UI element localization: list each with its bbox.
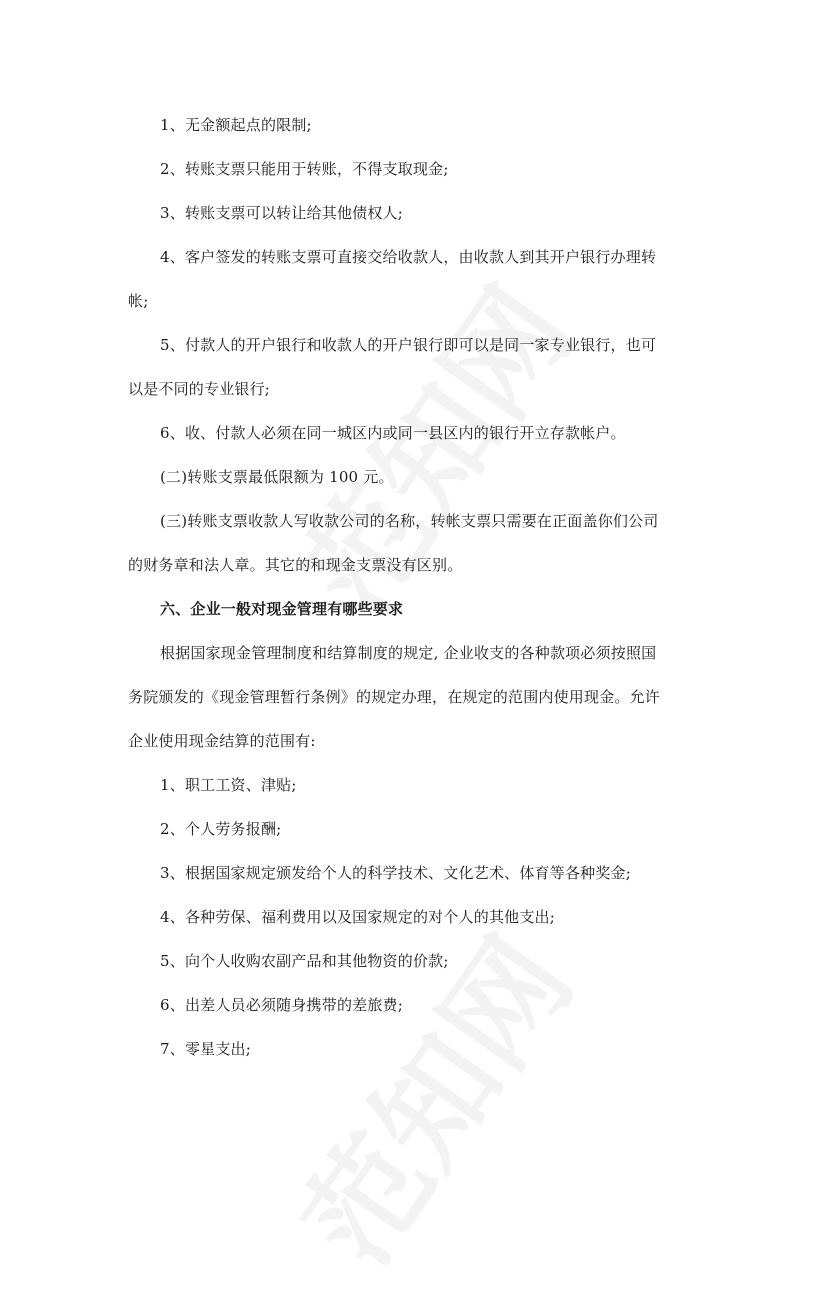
watermark-logo-top [256, 249, 603, 643]
text-line: 2、个人劳务报酬; [160, 820, 282, 838]
text-line: (二)转账支票最低限额为 100 元。 [160, 468, 394, 486]
text-line: 企业使用现金结算的范围有: [128, 732, 316, 750]
text-line: 4、各种劳保、福利费用以及国家规定的对个人的其他支出; [160, 908, 555, 926]
text-line: 5、付款人的开户银行和收款人的开户银行即可以是同一家专业银行，也可 [160, 336, 657, 354]
text-line: 1、职工工资、津贴; [160, 776, 297, 794]
text-line: 根据国家现金管理制度和结算制度的规定, 企业收支的各种款项必须按照国 [160, 644, 657, 662]
text-line: 3、根据国家规定颁发给个人的科学技术、文化艺术、体育等各种奖金; [160, 864, 632, 882]
text-line: 1、无金额起点的限制; [160, 116, 312, 134]
text-line: (三)转账支票收款人写收款公司的名称，转帐支票只需要在正面盖你们公司 [160, 512, 659, 530]
text-line: 帐; [128, 292, 149, 310]
text-line: 2、转账支票只能用于转账，不得支取现金; [160, 160, 449, 178]
text-line: 务院颁发的《现金管理暂行条例》的规定办理，在规定的范围内使用现金。允许 [128, 688, 661, 706]
text-line: 的财务章和法人章。其它的和现金支票没有区别。 [128, 556, 463, 574]
section-heading: 六、企业一般对现金管理有哪些要求 [160, 600, 404, 618]
text-line: 4、客户签发的转账支票可直接交给收款人，由收款人到其开户银行办理转 [160, 248, 657, 266]
text-line: 6、出差人员必须随身携带的差旅费; [160, 996, 403, 1014]
text-line: 5、向个人收购农副产品和其他物资的价款; [160, 952, 449, 970]
text-line: 7、零星支出; [160, 1040, 251, 1058]
text-line: 以是不同的专业银行; [128, 380, 271, 398]
text-line: 6、收、付款人必须在同一城区内或同一县区内的银行开立存款帐户。 [160, 424, 626, 442]
text-line: 3、转账支票可以转让给其他债权人; [160, 204, 403, 222]
